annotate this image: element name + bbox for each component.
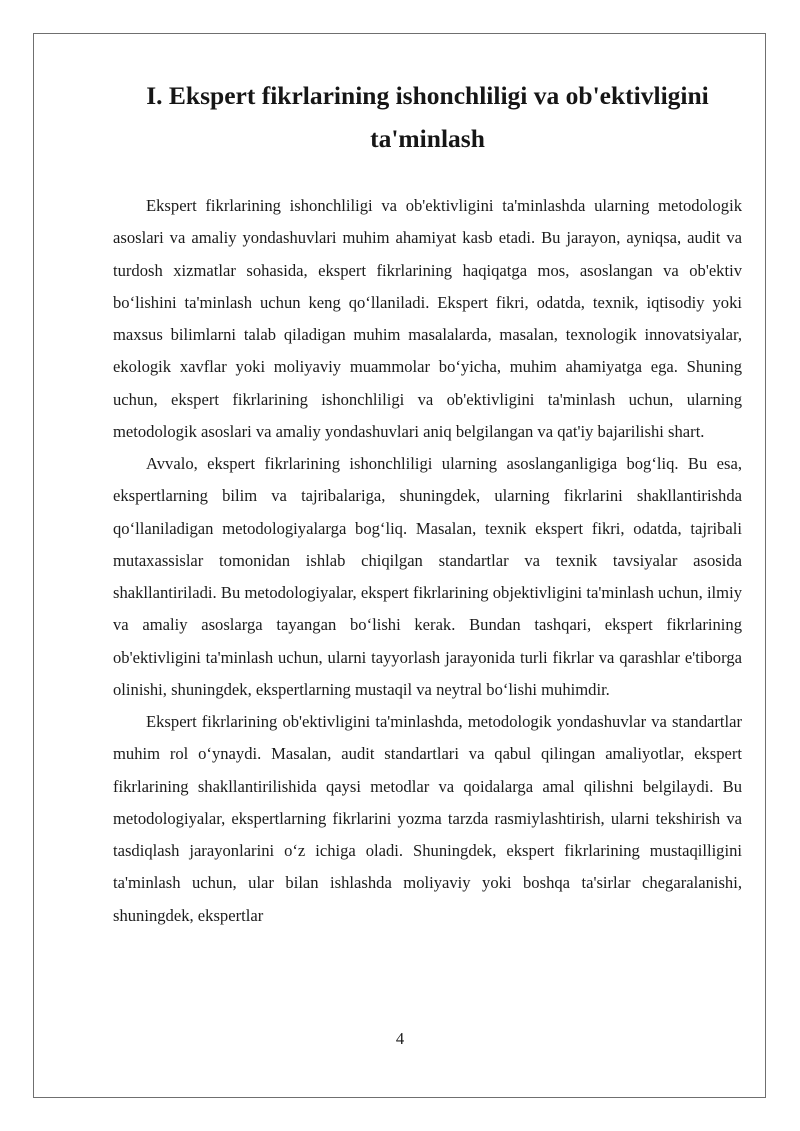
paragraph: Ekspert fikrlarining ob'ektivligini ta'minlashda, metodologik yondashuvlar va standartlar muhim rol o‘ynaydi. Masalan, audit standartlari va qabul qilingan amaliyotlar, ekspert fikrlarining shakllantirilishida qaysi metodlar va qoidalarga amal qilishni belgilaydi. Bu metodologiyalar, ekspertlarning fikrlarini yozma tarzda rasmiylashtirish, ularni tekshirish va tasdiqlash jarayonlarini o‘z ichiga oladi. Shuningdek, ekspert fikrlarining mustaqilligini ta'minlash uchun, ular bilan ishlashda moliyaviy yoki boshqa ta'sirlar chegaralanishi, shuningdek, ekspertlar	[113, 712, 742, 925]
paragraph: Avvalo, ekspert fikrlarining ishonchliligi ularning asoslanganligiga bog‘liq. Bu esa, ekspertlarning bilim va tajribalariga, shuningdek, ularning fikrlarini shakllantirishda qo‘llaniladigan metodologiyalarga bog‘liq. Masalan, texnik ekspert fikri, odatda, tajribali mutaxassislar tomonidan ishlab chiqilgan standartlar va texnik tavsiyalar asosida shakllantiriladi. Bu metodologiyalar, ekspert fikrlarining objektivligini ta'minlash uchun, ilmiy va amaliy asoslarga tayangan bo‘lishi kerak. Bundan tashqari, ekspert fikrlarining ob'ektivligini ta'minlash uchun, ularni tayyorlash jarayonida turli fikrlar va qarashlar e'tiborga olinishi, shuningdek, ekspertlarning mustaqil va neytral bo‘lishi muhimdir.	[113, 454, 742, 699]
page-number: 4	[395, 1029, 405, 1048]
section-heading: I. Ekspert fikrlarining ishonchliligi va ob'ektivligini ta'minlash	[146, 81, 709, 153]
paragraph: Ekspert fikrlarining ishonchliligi va ob'ektivligini ta'minlashda ularning metodologik asoslari va amaliy yondashuvlari muhim ahamiyat kasb etadi. Bu jarayon, ayniqsa, audit va turdosh xizmatlar sohasida, ekspert fikrlarining haqiqatga mos, asoslangan va ob'ektiv bo‘lishini ta'minlash uchun keng qo‘llaniladi. Ekspert fikri, odatda, texnik, iqtisodiy yoki maxsus bilimlarni talab qiladigan muhim masalalarda, masalan, texnologik innovatsiyalar, ekologik xavflar yoki moliyaviy muammolar bo‘yicha, muhim ahamiyatga ega. Shuning uchun, ekspert fikrlarining ishonchliligi va ob'ektivligini ta'minlash uchun, ularning metodologik asoslari va amaliy yondashuvlari aniq belgilangan va qat'iy bajarilishi shart.	[113, 196, 742, 441]
body-text	[113, 190, 742, 932]
